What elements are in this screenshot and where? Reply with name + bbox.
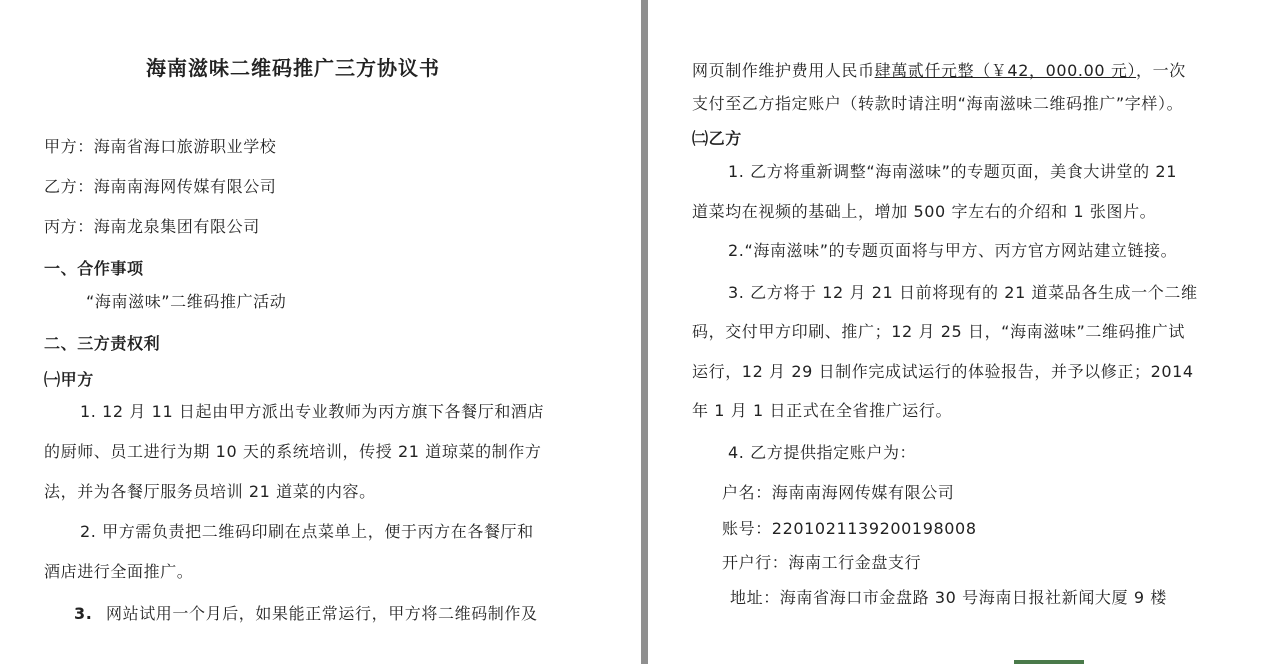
paragraph-line: 支付至乙方指定账户（转款时请注明“海南滋味二维码推广”字样）。 [692, 94, 1184, 113]
paragraph-line: 4. 乙方提供指定账户为： [728, 443, 917, 462]
paragraph-line: 码，交付甲方印刷、推广；12 月 25 日，“海南滋味”二维码推广试 [692, 322, 1185, 341]
party-b-subheading: ㈡乙方 [692, 129, 742, 148]
paragraph-line: 3. 乙方将于 12 月 21 日前将现有的 21 道菜品各生成一个二维 [728, 283, 1198, 302]
paragraph-line: 1. 乙方将重新调整“海南滋味”的专题页面，美食大讲堂的 21 [728, 162, 1177, 181]
party-b: 乙方：海南南海网传媒有限公司 [44, 177, 277, 196]
paragraph-line: 运行，12 月 29 日制作完成试运行的体验报告，并予以修正；2014 [692, 362, 1194, 381]
paragraph-line: 2. 甲方需负责把二维码印刷在点菜单上，便于丙方在各餐厅和 [80, 522, 534, 541]
bank-address: 地址：海南省海口市金盘路 30 号海南日报社新闻大厦 9 楼 [730, 588, 1167, 607]
section-2-heading: 二、三方责权利 [44, 334, 161, 353]
paragraph-line: 道菜均在视频的基础上，增加 500 字左右的介绍和 1 张图片。 [692, 202, 1157, 221]
fee-prefix: 网页制作维护费用人民币 [692, 61, 875, 80]
paragraph-line: 年 1 月 1 日正式在全省推广运行。 [692, 401, 953, 420]
fee-suffix: ，一次 [1136, 61, 1186, 80]
account-number: 账号：2201021139200198008 [722, 519, 977, 538]
paragraph-line: 酒店进行全面推广。 [44, 562, 194, 581]
paragraph-line: 的厨师、员工进行为期 10 天的系统培训，传授 21 道琼菜的制作方 [44, 442, 542, 461]
party-c: 丙方：海南龙泉集团有限公司 [44, 217, 260, 236]
party-a-subheading: ㈠甲方 [44, 370, 94, 389]
section-1-heading: 一、合作事项 [44, 259, 144, 278]
section-1-body: “海南滋味”二维码推广活动 [86, 292, 287, 311]
right-document-page [648, 0, 1282, 664]
fee-line [692, 61, 1186, 81]
page-divider [641, 0, 648, 664]
party-a: 甲方：海南省海口旅游职业学校 [44, 137, 277, 156]
paragraph-number: 3. [74, 604, 93, 623]
document-title: 海南滋味二维码推广三方协议书 [146, 56, 440, 80]
scroll-indicator [1014, 660, 1084, 664]
paragraph-line: 网站试用一个月后，如果能正常运行，甲方将二维码制作及 [106, 604, 538, 623]
paragraph-line: 1. 12 月 11 日起由甲方派出专业教师为丙方旗下各餐厅和酒店 [80, 402, 545, 421]
fee-amount: 肆萬贰仟元整（￥42，000.00 元） [874, 61, 1137, 80]
paragraph-line: 法，并为各餐厅服务员培训 21 道菜的内容。 [44, 482, 376, 501]
account-name: 户名：海南南海网传媒有限公司 [722, 483, 955, 502]
bank-branch: 开户行：海南工行金盘支行 [722, 553, 922, 572]
paragraph-line: 2.“海南滋味”的专题页面将与甲方、丙方官方网站建立链接。 [728, 241, 1178, 260]
